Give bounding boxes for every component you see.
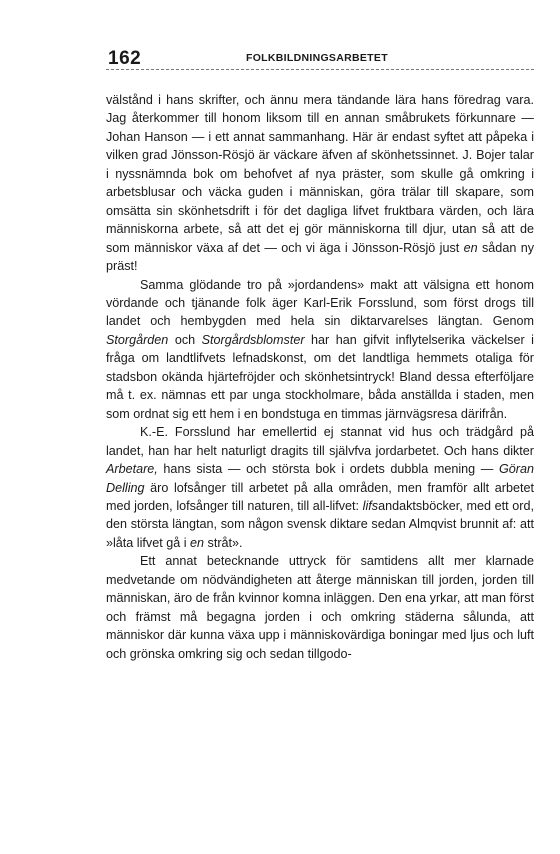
paragraph-3 [106, 423, 534, 552]
paragraph-2 [106, 276, 534, 424]
text-run: sådan ny präst! [106, 240, 534, 274]
text-run: stråt». [204, 535, 243, 550]
book-page [106, 42, 534, 663]
text-run: välstånd i hans skrifter, och ännu mera tändande lära hans föredrag vara. Jag återkommer till honom liksom till en annan småbrukets förkunnare — Johan Hanson — i ett annat sammanhang. Här är endast syftet att påpeka i vilken grad Jönsson-Rösjö är väckare äfven af skönhetssinnet. J. Bojer talar i nyssnämnda bok om behofvet af nya präster, som skulle gå omkring i arbetsblusar och väcka guden i människan, göra trälar till skapare, som omsätta sin skönhetsdrift i för det dagliga lifvet fruktbara värden, och lära människorna arbete, så att det ej gör människorna till djur, utan så att de som människor växa af det — och vi äga i Jönsson-Rösjö just [106, 93, 534, 255]
text-run: Ett annat betecknande uttryck för samtidens allt mer klarnade medvetande om nödvändigheten att återge människan till jorden, jorden till människan, äro de från kvinnor komna inläggen. Den ena yrkar, att man först och främst må begagna jorden i och omkring städerna sålunda, att människor där kunna växa upp i människovärdiga boningar med ljus och luft och grönska omkring sig och sedan tillgodo- [106, 554, 534, 661]
running-header [106, 42, 534, 70]
text-run: K.-E. Forsslund har emellertid ej stannat vid hus och trädgård på landet, han har helt naturligt dragits till självfva jordarbetet. Och hans dikter [106, 425, 534, 458]
text-run: Samma glödande tro på »jordandens» makt att välsigna ett honom vördande och tjänande folk äger Karl-Erik Forsslund, som först drogs till landet och hembygden med hela sin diktarvarelses längtan. Genom [106, 277, 534, 329]
book-title: Göran Delling [106, 462, 534, 495]
header-rule [106, 69, 534, 70]
text-run: andaktsböcker, med ett ord, den största längtan, som någon svensk diktare sedan Almqvist brunnit af: att »låta lifvet gå i [106, 498, 534, 550]
page-number: 162 [108, 48, 142, 69]
text-run: och [168, 332, 202, 347]
book-title: Storgårdsblomster [201, 332, 305, 347]
text-run: hans sista — och största bok i ordets dubbla mening — [157, 462, 499, 477]
body-text [106, 91, 534, 663]
emphasis: en [190, 535, 205, 550]
book-title: Storgården [106, 332, 169, 347]
paragraph-1 [106, 91, 534, 276]
running-title: FOLKBILDNINGSARBETET [246, 52, 388, 64]
emphasis: lifs [362, 498, 379, 513]
paragraph-4 [106, 552, 534, 663]
text-run: äro lofsånger till arbetet på alla områden, men framför allt arbetet med jorden, lofsånger till naturen, till all-lifvet: [106, 480, 534, 513]
book-title: Arbetare, [106, 462, 158, 477]
text-run: har han gifvit inflytelserika väckelser i fråga om landtlifvets lefnadskonst, om det landtliga hemmets otaliga för stadsbon okända hjärtefröjder och skönhetsintryck! Bland dessa efterföljare må t. ex. nämnas ett par unga stockholmare, båda anställda i staden, men som ordnat sig ett hem i en bondstuga en timmas järnvägsresa därifrån. [106, 332, 534, 421]
emphasis: en [463, 240, 478, 255]
